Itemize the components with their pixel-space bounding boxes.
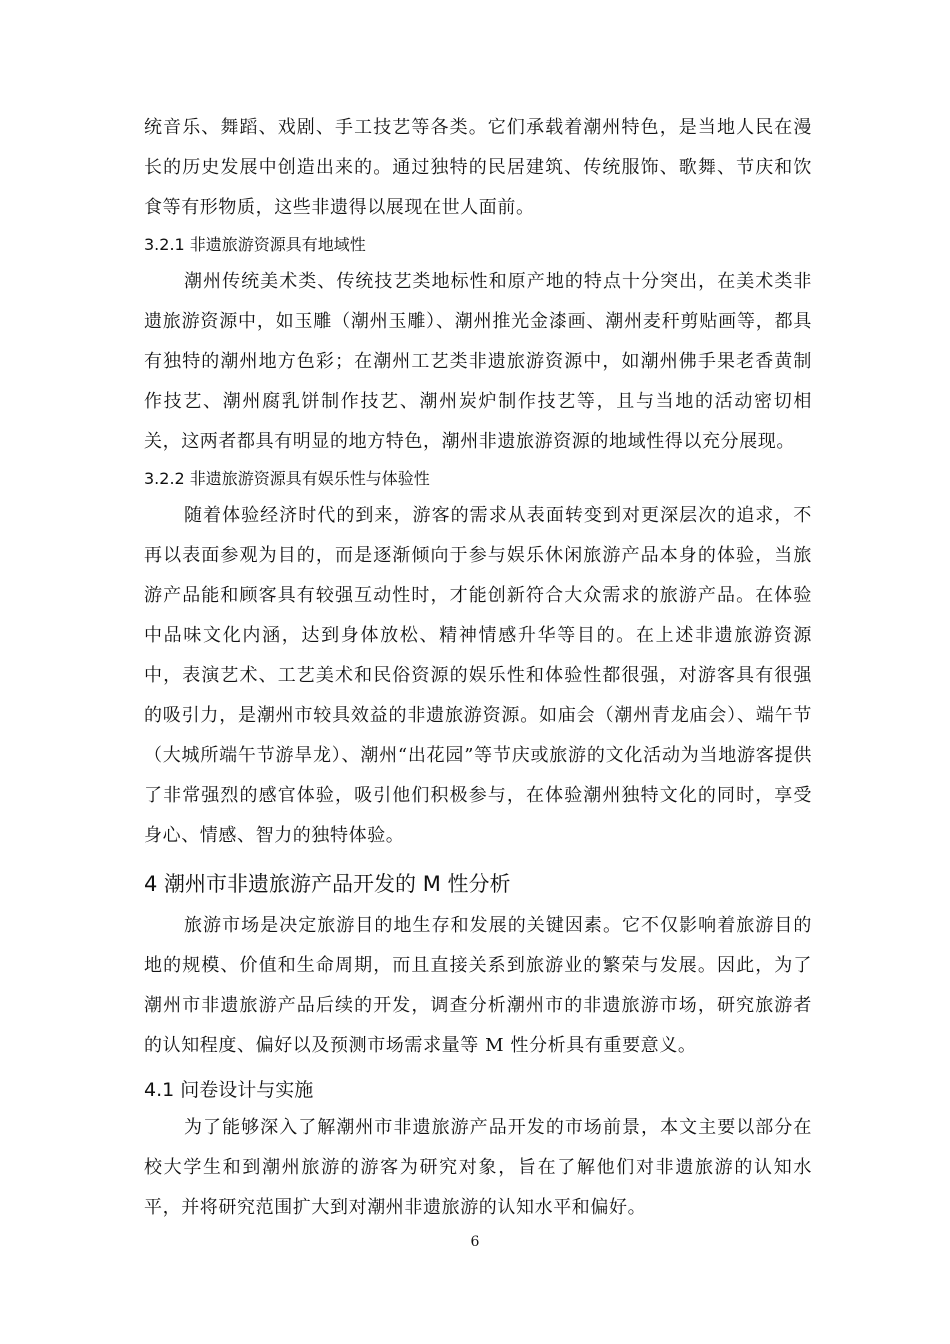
paragraph-intro-continuation: 统音乐、舞蹈、戏剧、手工技艺等各类。它们承载着潮州特色，是当地人民在漫长的历史发展中创造出来的。通过独特的民居建筑、传统服饰、歌舞、节庆和饮食等有形物质，这些非遗得以展现在世人面前。 [144, 117, 812, 218]
page-body [144, 108, 812, 1228]
page-number: 6 [470, 1234, 480, 1250]
paragraph-experience: 随着体验经济时代的到来，游客的需求从表面转变到对更深层次的追求，不再以表面参观为目的，而是逐渐倾向于参与娱乐休闲旅游产品本身的体验，当旅游产品能和顾客具有较强互动性时，才能创新符合大众需求的旅游产品。在体验中品味文化内涵，达到身体放松、精神情感升华等目的。在上述非遗旅游资源中，表演艺术、工艺美术和民俗资源的娱乐性和体验性都很强，对游客具有很强的吸引力，是潮州市较具效益的非遗旅游资源。如庙会（潮州青龙庙会）、端午节（大城所端午节游旱龙）、潮州“出花园”等节庆或旅游的文化活动为当地游客提供了非常强烈的感官体验，吸引他们积极参与，在体验潮州独特文化的同时，享受身心、情感、智力的独特体验。 [144, 505, 812, 846]
paragraph-regional: 潮州传统美术类、传统技艺类地标性和原产地的特点十分突出，在美术类非遗旅游资源中，如玉雕（潮州玉雕）、潮州推光金漆画、潮州麦秆剪贴画等，都具有独特的潮州地方色彩；在潮州工艺类非遗旅游资源中，如潮州佛手果老香黄制作技艺、潮州腐乳饼制作技艺、潮州炭炉制作技艺等，且与当地的活动密切相关，这两者都具有明显的地方特色，潮州非遗旅游资源的地域性得以充分展现。 [144, 271, 812, 452]
section-heading-3-2-1: 3.2.1 非遗旅游资源具有地域性 [144, 235, 366, 254]
chapter-heading-4: 4 潮州市非遗旅游产品开发的 M 性分析 [144, 872, 511, 896]
section-heading-3-2-2: 3.2.2 非遗旅游资源具有娱乐性与体验性 [144, 469, 430, 488]
section-heading-4-1: 4.1 问卷设计与实施 [144, 1079, 314, 1101]
paragraph-questionnaire: 为了能够深入了解潮州市非遗旅游产品开发的市场前景，本文主要以部分在校大学生和到潮州旅游的游客为研究对象，旨在了解他们对非遗旅游的认知水平，并将研究范围扩大到对潮州非遗旅游的认知水平和偏好。 [144, 1117, 812, 1218]
paragraph-market: 旅游市场是决定旅游目的地生存和发展的关键因素。它不仅影响着旅游目的地的规模、价值和生命周期，而且直接关系到旅游业的繁荣与发展。因此，为了潮州市非遗旅游产品后续的开发，调查分析潮州市的非遗旅游市场，研究旅游者的认知程度、偏好以及预测市场需求量等 M 性分析具有重要意义。 [144, 915, 812, 1056]
